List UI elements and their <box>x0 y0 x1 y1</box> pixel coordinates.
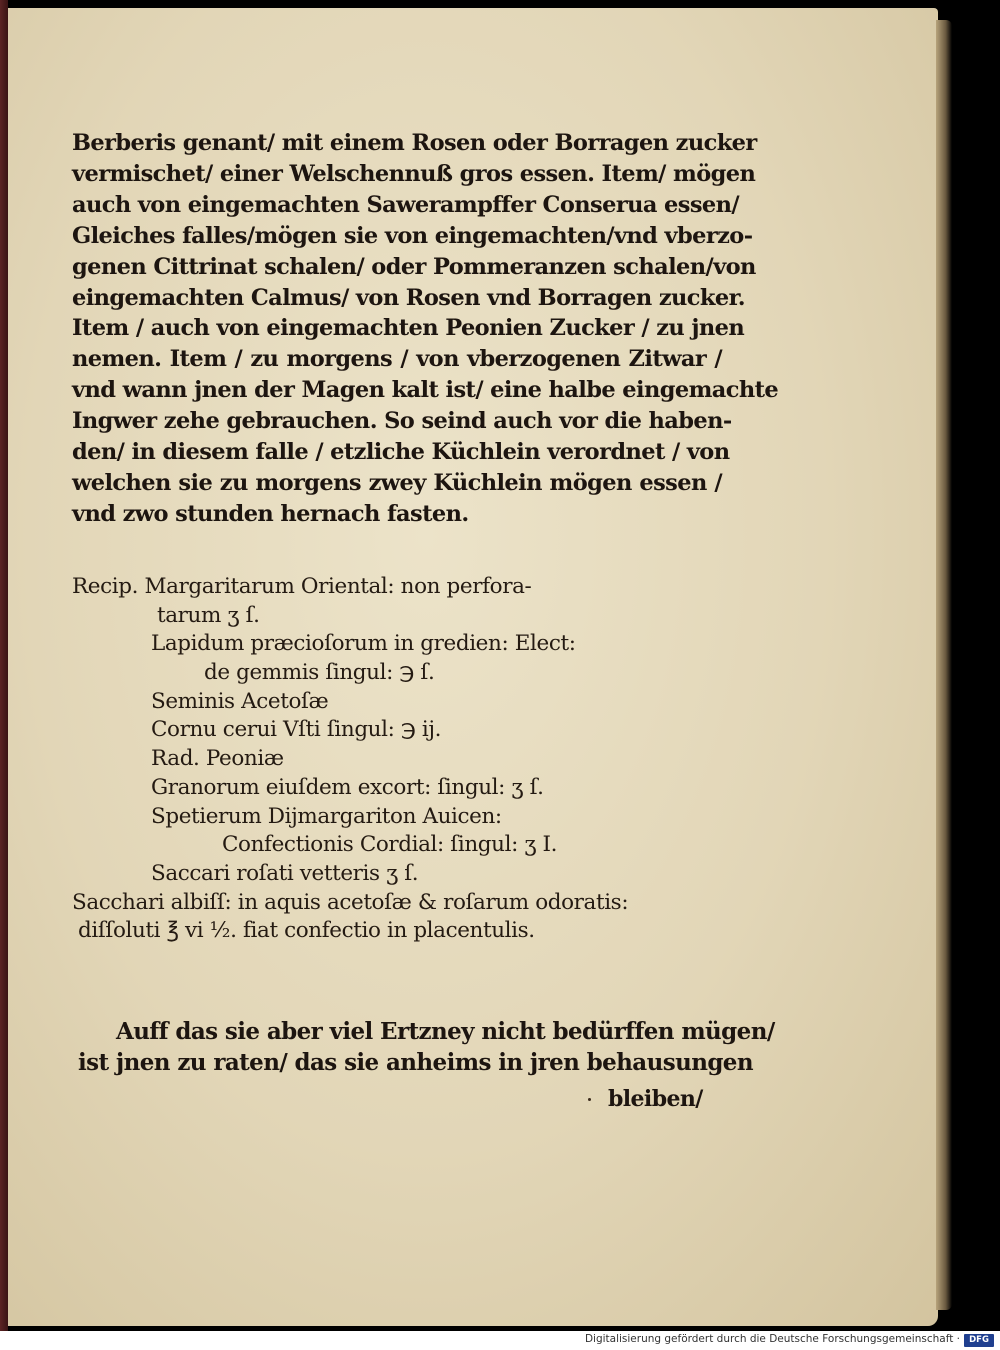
text-line: nemen. Item / zu morgens / von vberzogenen Zitwar / <box>72 346 722 373</box>
recipe-line: Sacchari albiſſ: in aquis acetoſæ & roſarum odoratis: <box>72 889 629 915</box>
recipe-line: tarum ʒ ſ. <box>157 602 260 628</box>
recipe-line: de gemmis ſingul: ℈ ſ. <box>204 660 435 686</box>
text-line: Auff das sie aber viel Ertzney nicht bedürffen mügen/ <box>116 1018 775 1045</box>
footer-credit: Digitalisierung gefördert durch die Deutsche Forschungsgemeinschaft · <box>584 1333 960 1345</box>
recipe-line: Seminis Acetoſæ <box>151 688 329 714</box>
text-line: welchen sie zu morgens zwey Küchlein mögen essen / <box>72 469 722 496</box>
footer-bar <box>0 1331 1000 1350</box>
recipe-line: Confectionis Cordial: ſingul: ʒ I. <box>222 832 558 858</box>
text-line: vermischet/ einer Welschennuß gros essen. Item/ mögen <box>72 160 756 187</box>
text-line: ist jnen zu raten/ das sie anheims in jren behausungen <box>78 1049 753 1076</box>
recipe-line: Lapidum præcioſorum in gredien: Elect: <box>151 631 576 657</box>
text-line: auch von eingemachten Sawerampffer Conserua essen/ <box>72 191 739 218</box>
recipe-block <box>72 573 712 946</box>
recipe-line: Recip. Margaritarum Oriental: non perfora- <box>72 574 532 599</box>
text-line: vnd zwo stunden hernach fasten. <box>72 500 469 527</box>
paragraph-bottom <box>78 1016 775 1078</box>
page-edge-shadow <box>936 20 952 1310</box>
recipe-line: Saccari roſati vetteris ʒ ſ. <box>151 860 419 886</box>
text-line: eingemachten Calmus/ von Rosen vnd Borragen zucker. <box>72 284 745 311</box>
ink-speck <box>588 1098 591 1101</box>
dfg-logo: DFG <box>964 1334 994 1347</box>
text-line: den/ in diesem falle / etzliche Küchlein verordnet / von <box>72 439 730 466</box>
text-line: Item / auch von eingemachten Peonien Zucker / zu jnen <box>72 315 745 342</box>
paragraph-top <box>72 128 779 530</box>
book-binding <box>0 0 8 1331</box>
catchword: bleiben/ <box>608 1086 703 1112</box>
text-line: Gleiches falles/mögen sie von eingemachten/vnd vberzo- <box>72 222 753 249</box>
recipe-line: Spetierum Dijmargariton Auicen: <box>151 803 502 829</box>
recipe-line: Cornu cerui Vſti ſingul: ℈ ij. <box>151 717 442 743</box>
text-line: genen Cittrinat schalen/ oder Pommeranzen schalen/von <box>72 253 756 280</box>
text-line: Berberis genant/ mit einem Rosen oder Borragen zucker <box>72 130 757 156</box>
recipe-line: Rad. Peoniæ <box>151 746 284 772</box>
text-line: Ingwer zehe gebrauchen. So seind auch vor die haben- <box>72 408 732 435</box>
recipe-line: diſſoluti ℥ vi ½. fiat confectio in placentulis. <box>78 918 535 944</box>
recipe-line: Granorum eiuſdem excort: ſingul: ʒ ſ. <box>151 774 544 800</box>
text-line: vnd wann jnen der Magen kalt ist/ eine halbe eingemachte <box>72 377 779 404</box>
